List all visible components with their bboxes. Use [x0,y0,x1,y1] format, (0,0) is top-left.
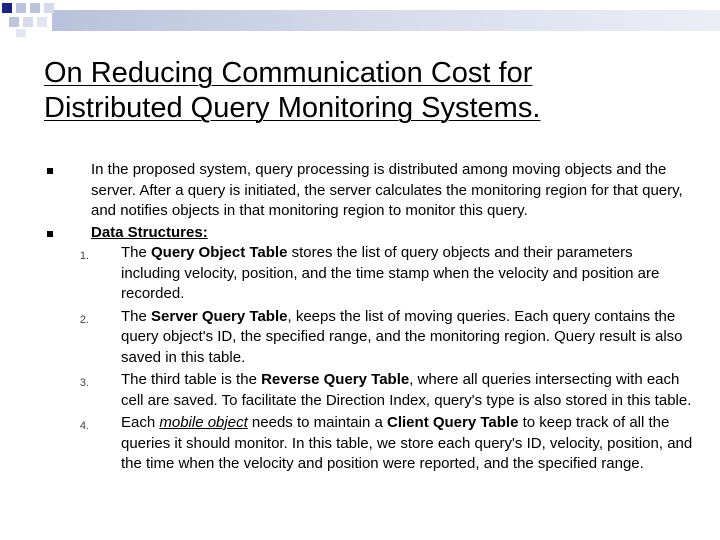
header-square [30,3,40,13]
header-square [16,29,26,37]
item-number: 3. [79,377,89,389]
slide-body [44,160,694,475]
item-text: , where all queries intersecting with each cell are saved. To facilitate the Direction Index, query's type is also stored in this table. [121,371,692,409]
bullet-item [44,223,694,244]
item-number: 4. [79,420,89,432]
header-square [9,17,19,27]
numbered-item [44,370,694,411]
item-text: to keep track of all the queries it should monitor. In this table, we store each query's ID, velocity, position, and the time when the velocity and position were reported, and the specified range. [121,414,693,472]
header-square [16,3,26,13]
square-bullet-icon [47,231,53,237]
table-name: Server Query Table [151,307,288,325]
item-text: The [121,307,152,325]
item-text: The [121,244,152,261]
item-text: needs to maintain a [247,414,388,431]
item-number: 1. [79,250,89,262]
bullet-item [44,160,694,222]
numbered-item [44,307,694,369]
header-decoration [0,0,720,40]
header-square-dark [2,3,12,13]
square-bullet-icon [47,168,53,174]
item-text: , keeps the list of moving queries. Each query contains the query object's ID, the specified range, and the monitoring region. Query result is also saved in this table. [121,307,683,366]
header-square [37,17,47,27]
numbered-item [44,243,694,305]
numbered-item [44,413,694,475]
data-structures-heading: Data Structures: [91,223,208,241]
bullet-text: In the proposed system, query processing is distributed among moving objects and the server. After a query is initiated, the server calculates the monitoring region for that query, and notifies objects in that monitoring region to monitor this query. [91,161,683,219]
item-text: The third table is the [121,371,262,388]
header-bar [52,10,720,31]
mobile-object-term: mobile object [159,414,248,431]
item-number: 2. [79,313,89,326]
table-name: Query Object Table [151,244,288,261]
slide-title [44,56,664,126]
item-text: Each [121,414,160,431]
slide-title-line2: Distributed Query Monitoring Systems. [44,92,541,124]
slide-title-line1: On Reducing Communication Cost for [44,57,533,89]
table-name: Reverse Query Table [261,371,410,388]
header-square [44,3,54,13]
header-square [23,17,33,27]
table-name: Client Query Table [387,414,519,431]
item-text: stores the list of query objects and their parameters including velocity, position, and the time stamp when the velocity and position are recorded. [121,244,660,302]
